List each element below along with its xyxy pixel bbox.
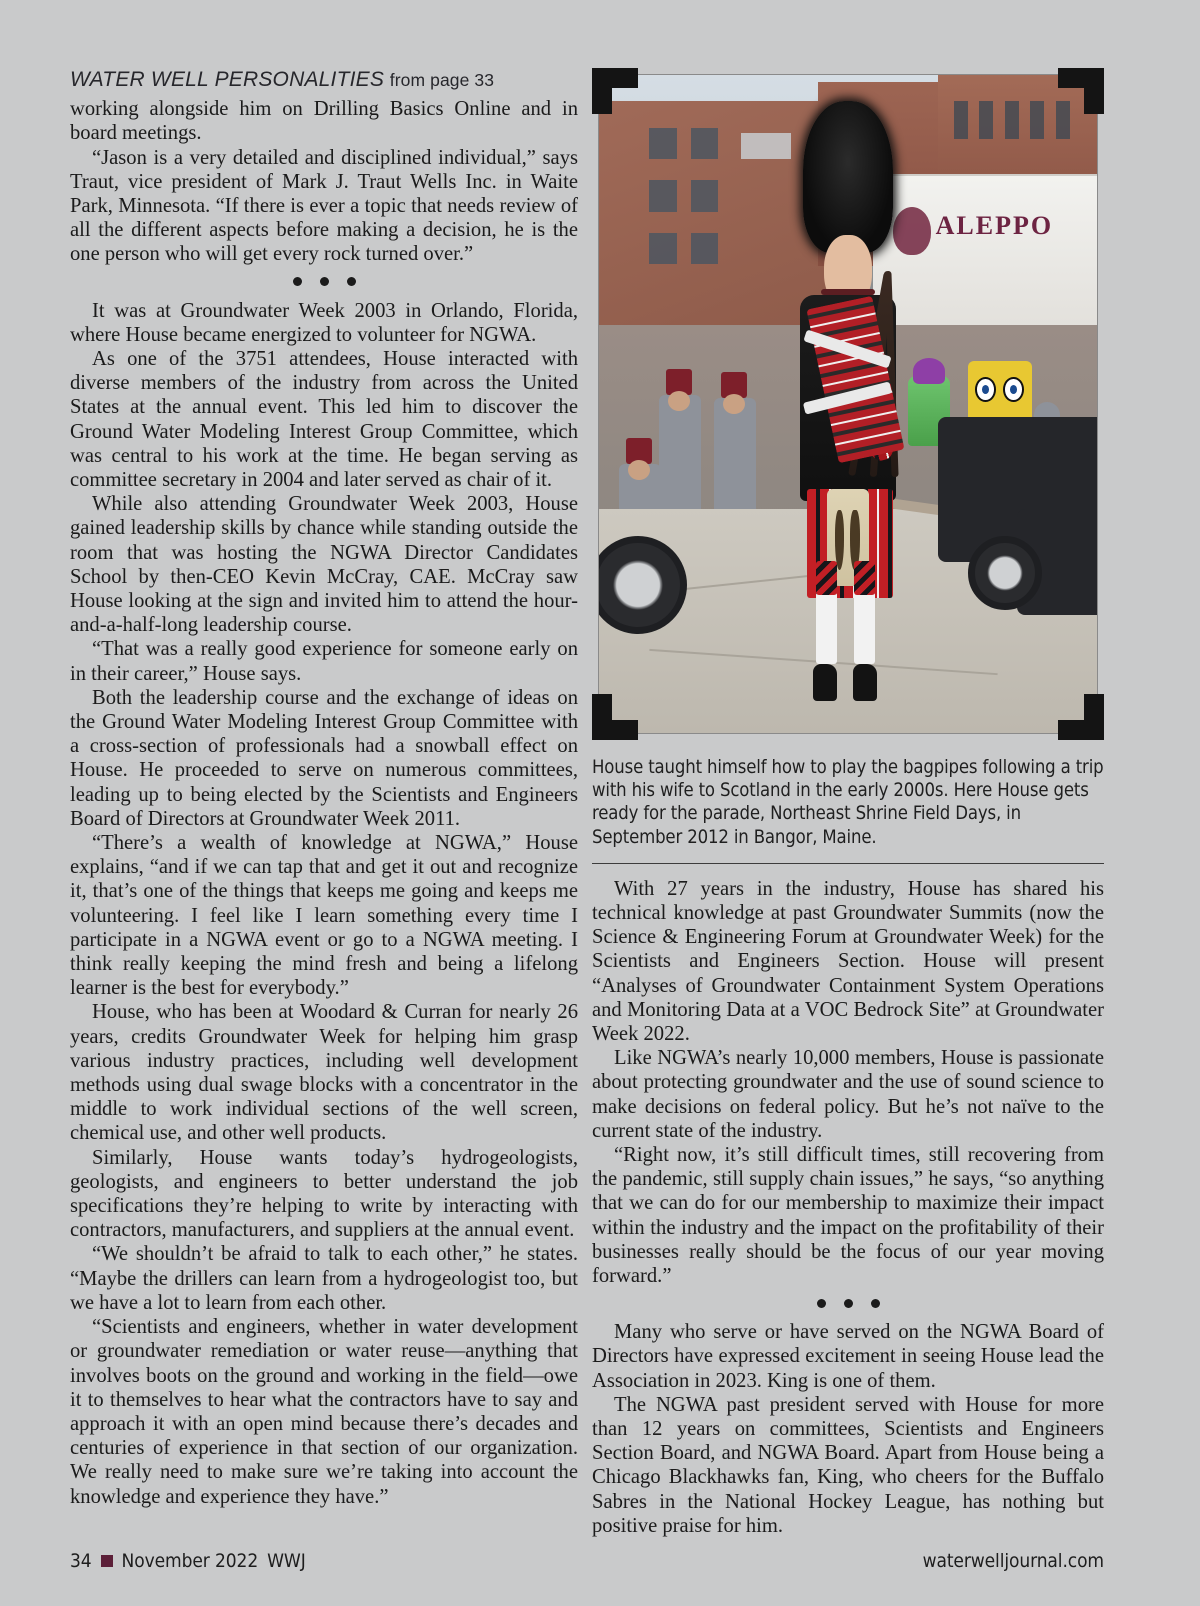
article-photo-frame (592, 68, 1104, 740)
publication-abbreviation: WWJ (267, 1550, 306, 1572)
continuation-header (70, 68, 578, 92)
paragraph: It was at Groundwater Week 2003 in Orlando, Florida, where House became energized to volunteer for NGWA. (70, 299, 578, 346)
paragraph: “Jason is a very detailed and disciplined individual,” says Traut, vice president of Mark J. Traut Wells Inc. in Waite Park, Minnesota. “If there is ever a topic that needs review of all the different aspects before making a decision, he is the one person who will get every rock turned over.” (70, 146, 578, 266)
paragraph: “That was a really good experience for someone early on in their career,” House says. (70, 638, 578, 685)
photo-corner-bracket-bottom-right (1058, 694, 1104, 740)
dot-separator (70, 274, 578, 290)
separator-dot (871, 1299, 880, 1308)
paragraph: With 27 years in the industry, House has shared his technical knowledge at past Groundwater Summits (now the Science & Engineering Forum at Groundwater Week) for the Scientists and Engineers Section. House will present “Analyses of Groundwater Containment System Operations and Monitoring Data at a VOC Bedrock Site” at Groundwater Week 2022. (592, 877, 1104, 1046)
paragraph: Both the leadership course and the exchange of ideas on the Ground Water Modeling Interest Group Committee with a cross-section of professionals had a snowball effect on House. He proceeded to serve on numerous committees, leading up to being elected by the Scientists and Engineers Board of Directors at Groundwater Week 2011. (70, 686, 578, 830)
paragraph: “Scientists and engineers, whether in water development or groundwater remediation or water reuse—anything that involves boots on the ground and working in the field—owe it to themselves to hear what the contractors have to say and approach it with an open mind because there’s decades and centuries of experience in that section of our organization. We really need to make sure we’re taking into account the knowledge and experience they have.” (70, 1316, 578, 1508)
hose-right (854, 592, 875, 665)
left-body-before-dots (70, 97, 578, 266)
left-body-after-dots (70, 299, 578, 1509)
photo-corner-bracket-top-right (1058, 68, 1104, 114)
page-footer (70, 1550, 1104, 1572)
right-body-after-dots (592, 1320, 1104, 1538)
issue-date: November 2022 (121, 1550, 259, 1572)
paragraph: While also attending Groundwater Week 2003, House gained leadership skills by chance while standing outside the room that was hosting the NGWA Director Candidates School by then-CEO Kevin McCray, CAE. McCray saw House looking at the sign and invited him to attend the hour-and-a-half-long leadership course. (70, 493, 578, 637)
hose-left (816, 592, 837, 665)
motorcycle-wheel (968, 536, 1042, 610)
photo-corner-bracket-top-left (592, 68, 638, 114)
paragraph: The NGWA past president served with House for more than 12 years on committees, Scientists and Engineers Section Board, and NGWA Board. Apart from House being a Chicago Blackhawks fan, King, who cheers for the Buffalo Sabres in the National Hockey League, has nothing but positive praise for him. (592, 1393, 1104, 1537)
right-column (592, 68, 1104, 1538)
article-photo (598, 74, 1098, 734)
square-bullet-icon (101, 1555, 113, 1567)
paragraph: “Right now, it’s still difficult times, still recovering from the pandemic, still supply chain issues,” he says, “so anything that we can do for our membership to maximize their impact within the industry and the impact on the profitability of their businesses really should be the focus of our year moving forward.” (592, 1144, 1104, 1288)
bearskin-busby-hat (803, 101, 892, 252)
paragraph: Like NGWA’s nearly 10,000 members, House is passionate about protecting groundwater and the use of sound science to make decisions on federal policy. But he’s not naïve to the current state of the industry. (592, 1047, 1104, 1142)
truck-sign-text: ALEPPO (935, 211, 1054, 241)
photo-scene (599, 75, 1097, 733)
ghillie-brogue-right (853, 664, 877, 700)
paragraph: “We shouldn’t be afraid to talk to each other,” he states. “Maybe the drillers can learn from a hydrogeologist too, but we have a lot to learn from each other. (70, 1243, 578, 1314)
separator-dot (320, 277, 329, 286)
paragraph: Similarly, House wants today’s hydrogeologists, geologists, and engineers to better understand the job specifications they’re helping to write by interacting with contractors, manufacturers, and suppliers at the annual event. (70, 1146, 578, 1242)
footer-left-group (70, 1550, 306, 1572)
photo-caption: House taught himself how to play the bagpipes following a trip with his wife to Scotland in the early 2000s. Here House gets ready for the parade, Northeast Shrine Field Days, in September 2012 in Bangor, Maine. (592, 757, 1104, 848)
bagpiper (768, 101, 927, 706)
article-section-title: WATER WELL PERSONALITIES (70, 68, 385, 91)
separator-dot (293, 277, 302, 286)
right-body-before-dots (592, 877, 1104, 1288)
separator-dot (817, 1299, 826, 1308)
paragraph: As one of the 3751 attendees, House interacted with diverse members of the industry from across the United States at the annual event. This led him to discover the Ground Water Modeling Interest Group Committee, which was central to his work at the time. He began serving as committee secretary in 2004 and later served as chair of it. (70, 347, 578, 491)
continued-from-label: from page 33 (389, 70, 495, 90)
page-number: 34 (70, 1550, 92, 1572)
paragraph: Many who serve or have served on the NGWA Board of Directors have expressed excitement in seeing House lead the Association in 2023. King is one of them. (592, 1321, 1104, 1392)
photo-corner-bracket-bottom-left (592, 694, 638, 740)
website-url: waterwelljournal.com (922, 1550, 1104, 1572)
paragraph: House, who has been at Woodard & Curran for nearly 26 years, credits Groundwater Week for helping him grasp various industry practices, including well development methods using dual swage blocks with a concentrator in the middle to work individual sections of the well screen, chemical use, and other well products. (70, 1001, 578, 1145)
dot-separator (592, 1295, 1104, 1311)
separator-dot (844, 1299, 853, 1308)
separator-dot (347, 277, 356, 286)
ghillie-brogue-left (813, 664, 837, 700)
paragraph: “There’s a wealth of knowledge at NGWA,” House explains, “and if we can tap that and get it out and recognize it, that’s one of the things that keeps me going and keeps me volunteering. I feel like I learn something every time I participate in a NGWA event or go to a NGWA meeting. I think really keeping the mind fresh and being a lifelong learner is the best for everybody.” (70, 832, 578, 1000)
left-column (70, 68, 578, 1509)
paragraph: working alongside him on Drilling Basics Online and in board meetings. (70, 98, 578, 145)
caption-divider (592, 863, 1104, 864)
